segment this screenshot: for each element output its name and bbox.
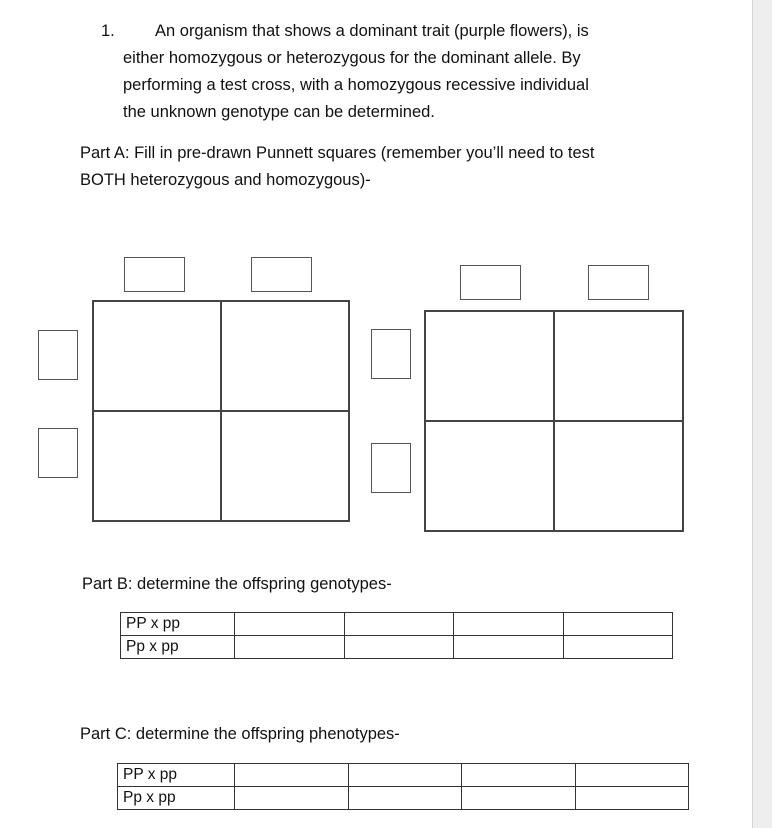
part-c-title: Part C: determine the offspring phenotypes- <box>80 725 400 743</box>
question-number: 1. <box>101 22 115 40</box>
answer-cell[interactable] <box>462 764 576 787</box>
allele-box-side[interactable] <box>38 428 78 478</box>
punnett-cell[interactable] <box>554 311 683 421</box>
allele-box-side[interactable] <box>371 443 411 493</box>
punnett-square-2 <box>424 310 684 532</box>
question-text-line: the unknown genotype can be determined. <box>123 103 435 121</box>
answer-cell[interactable] <box>348 787 462 810</box>
table-row <box>118 764 689 787</box>
part-a-text: BOTH heterozygous and homozygous)- <box>80 171 371 189</box>
question-text-line: either homozygous or heterozygous for the dominant allele. By <box>123 49 581 67</box>
answer-cell[interactable] <box>454 613 564 636</box>
allele-box-top[interactable] <box>460 265 521 300</box>
part-b-title: Part B: determine the offspring genotypes- <box>82 575 392 593</box>
answer-cell[interactable] <box>575 764 689 787</box>
allele-box-side[interactable] <box>38 330 78 380</box>
answer-cell[interactable] <box>235 787 349 810</box>
allele-box-top[interactable] <box>124 257 185 292</box>
answer-cell[interactable] <box>235 764 349 787</box>
table-row <box>118 787 689 810</box>
answer-cell[interactable] <box>454 636 564 659</box>
punnett-cell[interactable] <box>221 411 349 521</box>
punnett-cell[interactable] <box>93 411 221 521</box>
allele-box-side[interactable] <box>371 329 411 379</box>
phenotype-table <box>117 763 689 810</box>
genotype-table <box>120 612 673 659</box>
table-row <box>121 636 673 659</box>
punnett-square-1 <box>92 300 350 522</box>
answer-cell[interactable] <box>344 613 454 636</box>
answer-cell[interactable] <box>575 787 689 810</box>
question-text-line: performing a test cross, with a homozygous recessive individual <box>123 76 589 94</box>
question-text-line: An organism that shows a dominant trait (purple flowers), is <box>155 22 589 40</box>
table-row <box>121 613 673 636</box>
answer-cell[interactable] <box>235 613 345 636</box>
answer-cell[interactable] <box>235 636 345 659</box>
answer-cell[interactable] <box>563 613 673 636</box>
cross-label: PP x pp <box>118 764 235 787</box>
punnett-cell[interactable] <box>425 421 554 531</box>
cross-label: Pp x pp <box>121 636 235 659</box>
part-a-text: Part A: Fill in pre-drawn Punnett squares (remember you’ll need to test <box>80 144 595 162</box>
page-edge <box>752 0 772 828</box>
answer-cell[interactable] <box>348 764 462 787</box>
answer-cell[interactable] <box>462 787 576 810</box>
punnett-cell[interactable] <box>554 421 683 531</box>
punnett-cell[interactable] <box>425 311 554 421</box>
allele-box-top[interactable] <box>588 265 649 300</box>
cross-label: PP x pp <box>121 613 235 636</box>
allele-box-top[interactable] <box>251 257 312 292</box>
punnett-cell[interactable] <box>221 301 349 411</box>
cross-label: Pp x pp <box>118 787 235 810</box>
answer-cell[interactable] <box>563 636 673 659</box>
answer-cell[interactable] <box>344 636 454 659</box>
punnett-cell[interactable] <box>93 301 221 411</box>
